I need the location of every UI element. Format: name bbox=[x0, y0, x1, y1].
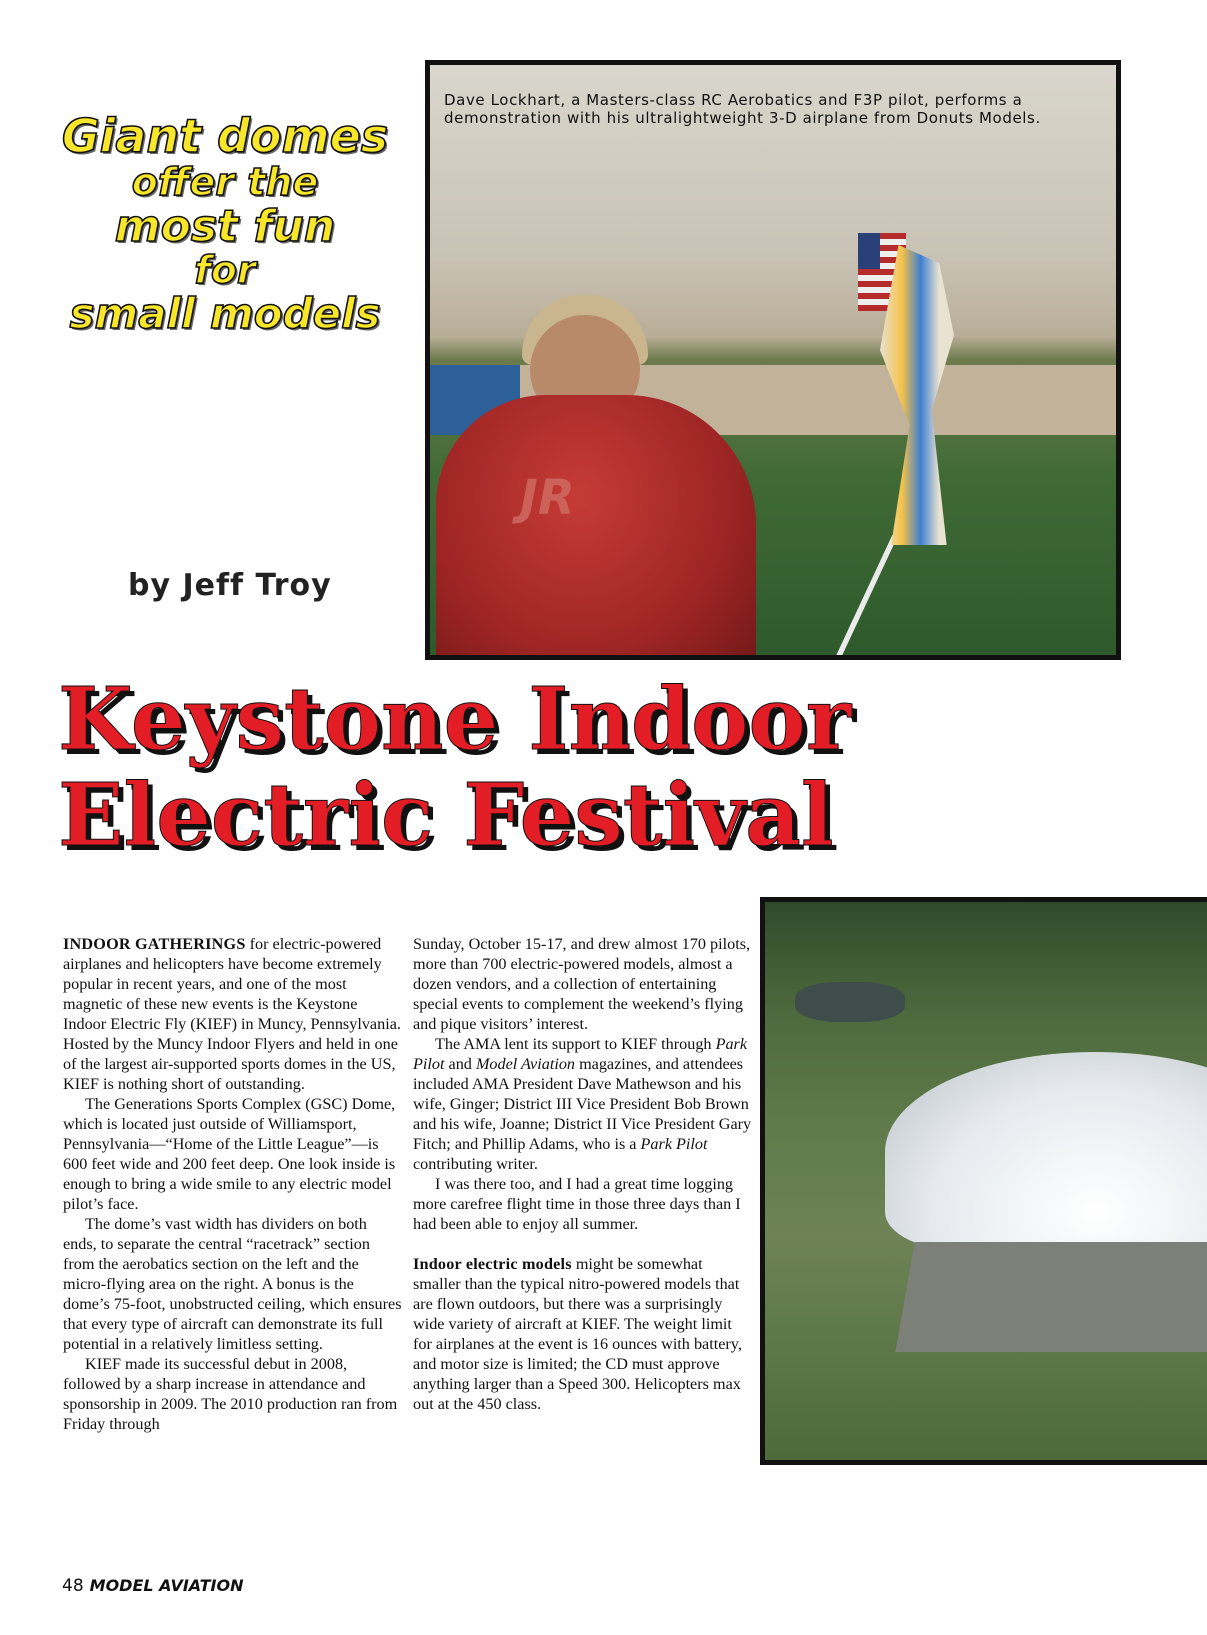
kicker-line: for bbox=[194, 248, 256, 293]
sports-dome bbox=[885, 1052, 1207, 1252]
kicker-line: small models bbox=[69, 289, 381, 339]
pilot-photo bbox=[425, 60, 1121, 660]
article-title bbox=[58, 669, 1158, 866]
headline-kicker bbox=[40, 109, 410, 339]
kicker-line: most fun bbox=[114, 200, 336, 252]
section-gap bbox=[413, 1234, 753, 1254]
page-folio bbox=[62, 1576, 243, 1596]
paragraph-text: The AMA lent its support to KIEF through bbox=[435, 1035, 716, 1053]
magazine-name: MODEL AVIATION bbox=[89, 1576, 244, 1595]
page-number: 48 bbox=[62, 1576, 84, 1596]
paragraph-text: magazines, and attendees included AMA President Dave Mathewson and his wife, Ginger; District III Vice President Bob Brown and his wife, Joanne; District II Vice President Gary Fitch; and Phillip Adams, who is a bbox=[413, 1055, 752, 1153]
paragraph-text: contributing writer. bbox=[413, 1155, 538, 1173]
publication-name: Model Aviation bbox=[475, 1055, 576, 1073]
paragraph: The Generations Sports Complex (GSC) Dome, which is located just outside of Williamsport, Pennsylvania—“Home of the Little League”—is 600 feet wide and 200 feet deep. One look inside is enough to bring a wide smile to any electric model pilot’s face. bbox=[63, 1095, 396, 1213]
flag-canton bbox=[858, 233, 880, 269]
publication-name: Park Pilot bbox=[413, 1035, 748, 1073]
publication-name: Park Pilot bbox=[640, 1135, 708, 1153]
paragraph bbox=[413, 1254, 753, 1414]
body-column-1 bbox=[63, 934, 403, 1434]
kicker-line: offer the bbox=[131, 159, 319, 204]
aerial-dome-photo bbox=[760, 897, 1207, 1465]
jacket-logo: JR bbox=[520, 470, 575, 526]
title-line: Keystone Indoor bbox=[58, 669, 852, 770]
photo-caption: Dave Lockhart, a Masters-class RC Aerobatics and F3P pilot, performs a demonstration with his ultralightweight 3-D airplane from Donuts Models. bbox=[444, 91, 1041, 127]
pond bbox=[795, 982, 905, 1022]
lead-in: Indoor electric models bbox=[413, 1255, 572, 1273]
paragraph bbox=[413, 1034, 753, 1174]
byline: by Jeff Troy bbox=[128, 568, 332, 603]
paragraph-text: for electric-powered airplanes and helicopters have become extremely popular in recent years, and one of the most magnetic of these new events is the Keystone Indoor Electric Fly (KIEF) in Muncy, Pennsylvania. Hosted by the Muncy Indoor Flyers and held in one of the largest air-supported sports domes in the US, KIEF is nothing short of outstanding. bbox=[63, 935, 401, 1093]
kicker-line: Giant domes bbox=[61, 109, 389, 163]
paragraph bbox=[63, 934, 403, 1094]
lead-in: INDOOR GATHERINGS bbox=[63, 935, 246, 953]
field-line bbox=[818, 535, 899, 660]
pilot-jacket bbox=[436, 395, 756, 660]
paragraph: KIEF made its successful debut in 2008, followed by a sharp increase in attendance and sponsorship in 2009. The 2010 production ran from Friday through bbox=[63, 1355, 398, 1433]
body-column-2 bbox=[413, 934, 753, 1414]
parking-lot bbox=[895, 1242, 1207, 1352]
paragraph: Sunday, October 15-17, and drew almost 170 pilots, more than 700 electric-powered models, almost a dozen vendors, and a collection of entertaining special events to complement the weekend’s flying and pique visitors’ interest. bbox=[413, 935, 751, 1033]
paragraph-text: might be somewhat smaller than the typical nitro-powered models that are flown outdoors, but there was a surprisingly wide variety of aircraft at KIEF. The weight limit for airplanes at the event is 16 ounces with battery, and motor size is limited; the CD must approve anything larger than a Speed 300. Helicopters max out at the 450 class. bbox=[413, 1255, 742, 1413]
paragraph: The dome’s vast width has dividers on both ends, to separate the central “racetrack” section from the aerobatics section on the left and the micro-flying area on the right. A bonus is the dome’s 75-foot, unobstructed ceiling, which ensures that every type of aircraft can demonstrate its full potential in a relatively limitless setting. bbox=[63, 1215, 402, 1353]
paragraph: I was there too, and I had a great time logging more carefree flight time in those three days than I had been able to enjoy all summer. bbox=[413, 1175, 741, 1233]
title-line: Electric Festival bbox=[58, 765, 834, 866]
paragraph-text: and bbox=[444, 1055, 476, 1073]
